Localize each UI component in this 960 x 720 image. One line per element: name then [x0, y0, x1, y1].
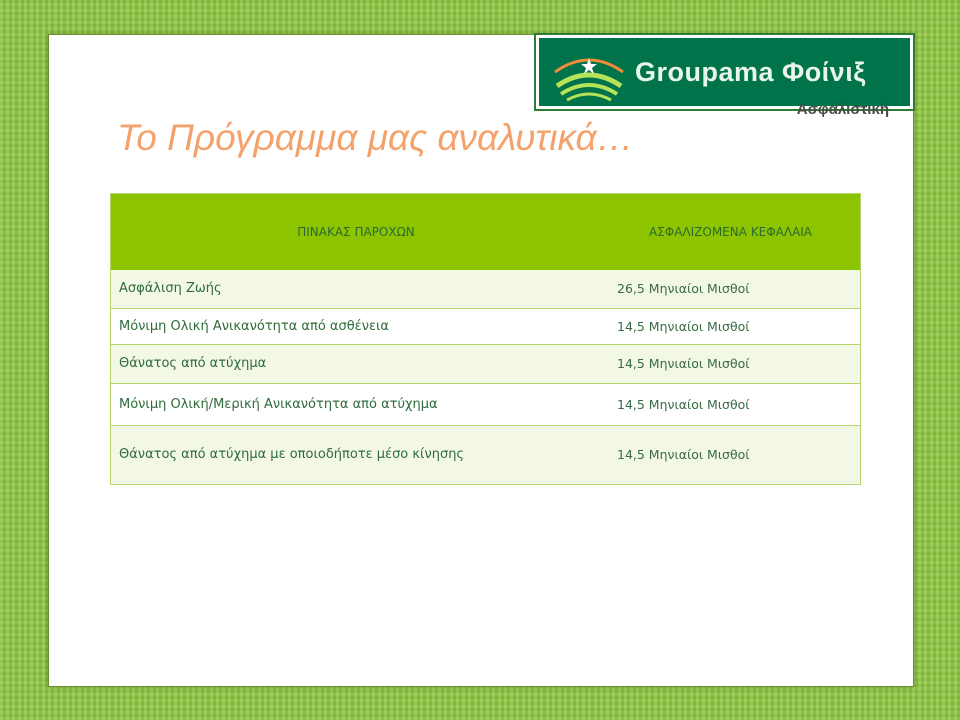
table-row — [111, 383, 860, 425]
page-title: Το Πρόγραμμα μας αναλυτικά… — [117, 117, 634, 158]
amount-cell: 26,5 Μηνιαίοι Μισθοί — [617, 281, 750, 297]
brand-logo — [530, 35, 913, 109]
slide — [48, 34, 914, 687]
benefits-table — [110, 193, 861, 485]
benefit-cell: Θάνατος από ατύχημα με οποιοδήποτε μέσο κίνησης — [119, 447, 465, 463]
groupama-fields-star-icon — [553, 42, 625, 102]
table-row — [111, 345, 860, 383]
benefit-cell: Ασφάλιση Ζωής — [119, 281, 222, 297]
header-insured-capital: ΑΣΦΑΛΙΖΟΜΕΝΑ ΚΕΦΑΛΑΙΑ — [601, 194, 860, 270]
benefit-cell: Μόνιμη Ολική Ανικανότητα από ασθένεια — [119, 319, 389, 334]
brand-subtitle: Ασφαλιστική — [796, 101, 889, 118]
table-header-row — [111, 194, 860, 270]
table-row — [111, 308, 860, 344]
amount-cell: 14,5 Μηνιαίοι Μισθοί — [617, 319, 750, 334]
benefit-cell: Μόνιμη Ολική/Μερική Ανικανότητα από ατύχημα — [119, 396, 438, 412]
header-benefits: ΠΙΝΑΚΑΣ ΠΑΡΟΧΩΝ — [111, 194, 601, 270]
logo-text: Groupama Φοίνιξ — [635, 56, 866, 87]
logo-banner — [536, 35, 913, 109]
amount-cell: 14,5 Μηνιαίοι Μισθοί — [617, 396, 750, 412]
table-row — [111, 270, 860, 308]
amount-cell: 14,5 Μηνιαίοι Μισθοί — [617, 356, 750, 372]
table-row — [111, 425, 860, 484]
amount-cell: 14,5 Μηνιαίοι Μισθοί — [617, 447, 750, 463]
benefit-cell: Θάνατος από ατύχημα — [119, 356, 267, 372]
